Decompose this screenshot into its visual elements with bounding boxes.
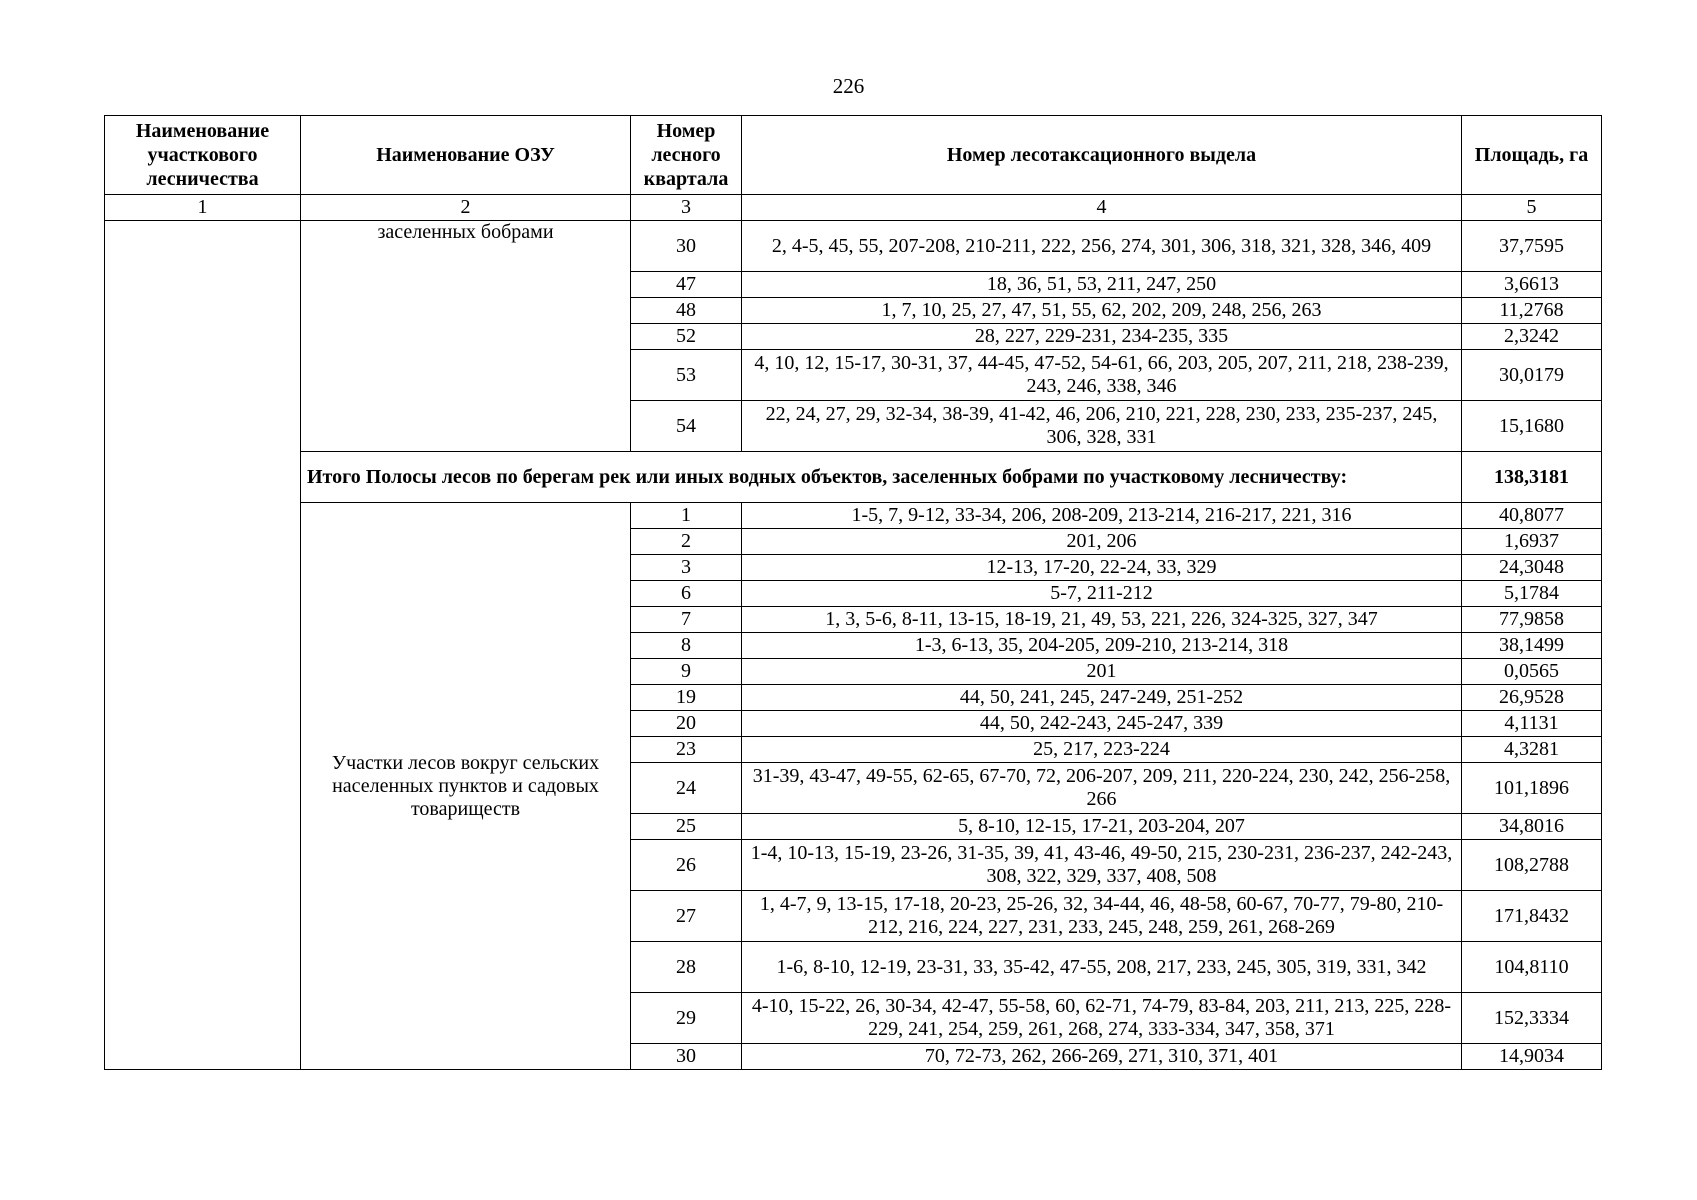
column-number-row: [105, 195, 1602, 221]
vydel-cell: 22, 24, 27, 29, 32-34, 38-39, 41-42, 46, 206, 210, 221, 228, 230, 233, 235-237, 245, 306, 328, 331: [742, 401, 1462, 452]
area-cell: 108,2788: [1462, 840, 1602, 891]
area-cell: 11,2768: [1462, 298, 1602, 324]
table-row: [105, 221, 1602, 272]
page-number: 226: [832, 74, 865, 98]
area-cell: 1,6937: [1462, 529, 1602, 555]
ozu-name-cell: Участки лесов вокруг сельских населенных пунктов и садовых товариществ: [301, 503, 631, 1070]
vydel-cell: 1, 7, 10, 25, 27, 47, 51, 55, 62, 202, 209, 248, 256, 263: [742, 298, 1462, 324]
forest-table: [104, 115, 1602, 1070]
area-cell: 26,9528: [1462, 685, 1602, 711]
kvartal-cell: 53: [631, 350, 742, 401]
vydel-cell: 1-6, 8-10, 12-19, 23-31, 33, 35-42, 47-55, 208, 217, 233, 245, 305, 319, 331, 342: [742, 942, 1462, 993]
kvartal-cell: 20: [631, 711, 742, 737]
vydel-cell: 1-3, 6-13, 35, 204-205, 209-210, 213-214, 318: [742, 633, 1462, 659]
kvartal-cell: 25: [631, 814, 742, 840]
kvartal-cell: 29: [631, 993, 742, 1044]
vydel-cell: 1-5, 7, 9-12, 33-34, 206, 208-209, 213-214, 216-217, 221, 316: [742, 503, 1462, 529]
vydel-cell: 2, 4-5, 45, 55, 207-208, 210-211, 222, 256, 274, 301, 306, 318, 321, 328, 346, 409: [742, 221, 1462, 272]
vydel-cell: 1, 4-7, 9, 13-15, 17-18, 20-23, 25-26, 32, 34-44, 46, 48-58, 60-67, 70-77, 79-80, 210-212, 216, 224, 227, 231, 233, 245, 248, 259, 261, 268-269: [742, 891, 1462, 942]
vydel-cell: 4, 10, 12, 15-17, 30-31, 37, 44-45, 47-52, 54-61, 66, 203, 205, 207, 211, 218, 238-239, 243, 246, 338, 346: [742, 350, 1462, 401]
kvartal-cell: 3: [631, 555, 742, 581]
area-cell: 4,1131: [1462, 711, 1602, 737]
vydel-cell: 201, 206: [742, 529, 1462, 555]
kvartal-cell: 30: [631, 221, 742, 272]
area-cell: 104,8110: [1462, 942, 1602, 993]
area-cell: 77,9858: [1462, 607, 1602, 633]
vydel-cell: 5-7, 211-212: [742, 581, 1462, 607]
kvartal-cell: 54: [631, 401, 742, 452]
area-cell: 30,0179: [1462, 350, 1602, 401]
header-lesnichestvo: Наименование участкового лесничества: [105, 116, 301, 195]
vydel-cell: 4-10, 15-22, 26, 30-34, 42-47, 55-58, 60, 62-71, 74-79, 83-84, 203, 211, 213, 225, 228-229, 241, 254, 259, 261, 268, 274, 333-334, 347, 358, 371: [742, 993, 1462, 1044]
lesnichestvo-cell: [105, 221, 301, 1070]
vydel-cell: 31-39, 43-47, 49-55, 62-65, 67-70, 72, 206-207, 209, 211, 220-224, 230, 242, 256-258, 266: [742, 763, 1462, 814]
kvartal-cell: 52: [631, 324, 742, 350]
area-cell: 4,3281: [1462, 737, 1602, 763]
vydel-cell: 18, 36, 51, 53, 211, 247, 250: [742, 272, 1462, 298]
area-cell: 152,3334: [1462, 993, 1602, 1044]
vydel-cell: 44, 50, 242-243, 245-247, 339: [742, 711, 1462, 737]
kvartal-cell: 8: [631, 633, 742, 659]
kvartal-cell: 24: [631, 763, 742, 814]
kvartal-cell: 2: [631, 529, 742, 555]
area-cell: 101,1896: [1462, 763, 1602, 814]
area-cell: 15,1680: [1462, 401, 1602, 452]
column-number: 3: [631, 195, 742, 221]
kvartal-cell: 23: [631, 737, 742, 763]
kvartal-cell: 9: [631, 659, 742, 685]
header-vydel: Номер лесотаксационного выдела: [742, 116, 1462, 195]
vydel-cell: 28, 227, 229-231, 234-235, 335: [742, 324, 1462, 350]
kvartal-cell: 30: [631, 1044, 742, 1070]
area-cell: 171,8432: [1462, 891, 1602, 942]
vydel-cell: 70, 72-73, 262, 266-269, 271, 310, 371, 401: [742, 1044, 1462, 1070]
kvartal-cell: 6: [631, 581, 742, 607]
vydel-cell: 1-4, 10-13, 15-19, 23-26, 31-35, 39, 41, 43-46, 49-50, 215, 230-231, 236-237, 242-243, 308, 322, 329, 337, 408, 508: [742, 840, 1462, 891]
area-cell: 14,9034: [1462, 1044, 1602, 1070]
kvartal-cell: 47: [631, 272, 742, 298]
vydel-cell: 12-13, 17-20, 22-24, 33, 329: [742, 555, 1462, 581]
kvartal-cell: 27: [631, 891, 742, 942]
column-number: 2: [301, 195, 631, 221]
column-number: 1: [105, 195, 301, 221]
area-cell: 5,1784: [1462, 581, 1602, 607]
vydel-cell: 201: [742, 659, 1462, 685]
area-cell: 34,8016: [1462, 814, 1602, 840]
vydel-cell: 5, 8-10, 12-15, 17-21, 203-204, 207: [742, 814, 1462, 840]
header-kvartal: Номер лесного квартала: [631, 116, 742, 195]
column-number: 4: [742, 195, 1462, 221]
vydel-cell: 25, 217, 223-224: [742, 737, 1462, 763]
ozu-name-cell: заселенных бобрами: [301, 221, 631, 452]
vydel-cell: 44, 50, 241, 245, 247-249, 251-252: [742, 685, 1462, 711]
kvartal-cell: 7: [631, 607, 742, 633]
column-number: 5: [1462, 195, 1602, 221]
kvartal-cell: 48: [631, 298, 742, 324]
total-area: 138,3181: [1462, 452, 1602, 503]
table-header-row: [105, 116, 1602, 195]
table-row: [105, 503, 1602, 529]
total-label: Итого Полосы лесов по берегам рек или иных водных объектов, заселенных бобрами по участковому лесничеству:: [301, 452, 1462, 503]
kvartal-cell: 26: [631, 840, 742, 891]
header-ozu: Наименование ОЗУ: [301, 116, 631, 195]
area-cell: 0,0565: [1462, 659, 1602, 685]
area-cell: 2,3242: [1462, 324, 1602, 350]
total-row: [105, 452, 1602, 503]
area-cell: 40,8077: [1462, 503, 1602, 529]
area-cell: 37,7595: [1462, 221, 1602, 272]
kvartal-cell: 19: [631, 685, 742, 711]
header-area: Площадь, га: [1462, 116, 1602, 195]
vydel-cell: 1, 3, 5-6, 8-11, 13-15, 18-19, 21, 49, 53, 221, 226, 324-325, 327, 347: [742, 607, 1462, 633]
area-cell: 3,6613: [1462, 272, 1602, 298]
kvartal-cell: 1: [631, 503, 742, 529]
area-cell: 38,1499: [1462, 633, 1602, 659]
area-cell: 24,3048: [1462, 555, 1602, 581]
kvartal-cell: 28: [631, 942, 742, 993]
